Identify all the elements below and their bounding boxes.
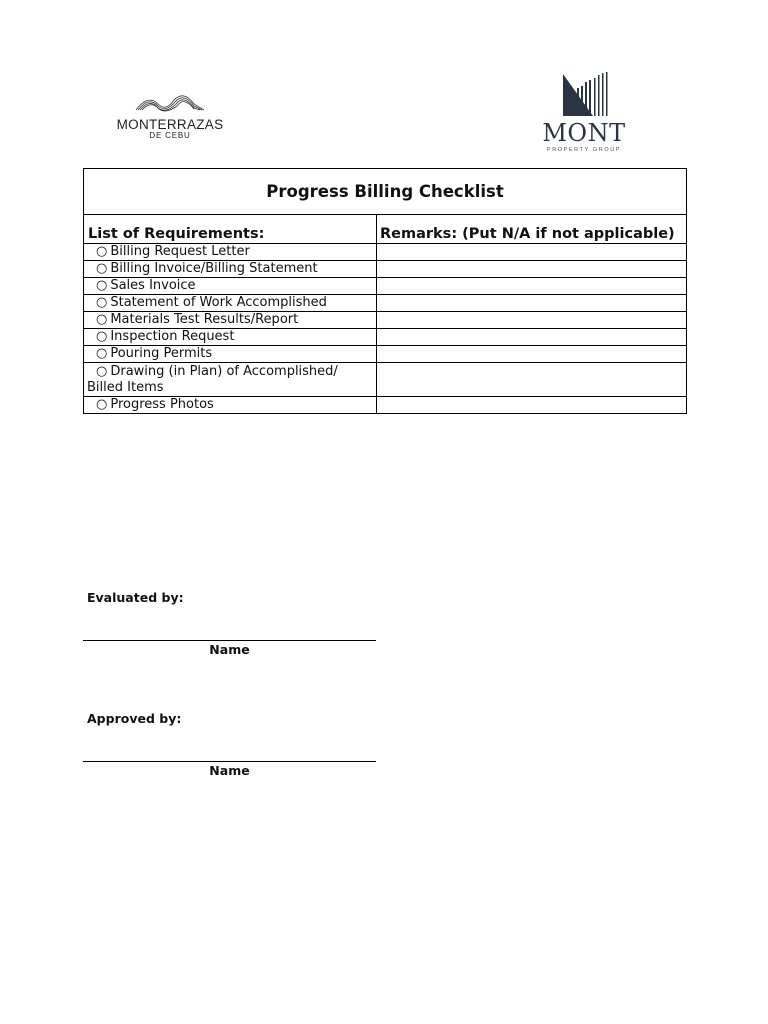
requirement-item: [84, 295, 377, 312]
monterrazas-logo: [100, 90, 240, 142]
requirement-label: Billing Request Letter: [110, 244, 250, 259]
radio-circle-icon[interactable]: ○: [96, 329, 108, 344]
table-row: [84, 329, 687, 346]
remark-cell[interactable]: [377, 278, 687, 295]
requirement-label: Statement of Work Accomplished: [110, 295, 327, 310]
requirements-header: List of Requirements:: [84, 215, 377, 244]
mont-subtitle: PROPERTY GROUP: [546, 147, 622, 153]
approved-by-label: Approved by:: [87, 711, 182, 726]
radio-circle-icon[interactable]: ○: [96, 295, 108, 310]
billing-checklist-table: [83, 168, 687, 414]
radio-circle-icon[interactable]: ○: [96, 244, 108, 259]
requirement-label: Materials Test Results/Report: [110, 312, 299, 327]
requirement-label: Pouring Permits: [110, 346, 213, 361]
remark-cell[interactable]: [377, 261, 687, 278]
requirement-label: Billing Invoice/Billing Statement: [110, 261, 318, 276]
requirement-item: [84, 261, 377, 278]
wave-mountain-icon: [134, 92, 206, 112]
radio-circle-icon[interactable]: ○: [96, 278, 108, 293]
approved-signature-line[interactable]: [83, 761, 376, 762]
requirement-label: Sales Invoice: [110, 278, 196, 293]
table-row: [84, 278, 687, 295]
requirement-item: [84, 278, 377, 295]
radio-circle-icon[interactable]: ○: [96, 261, 108, 276]
evaluated-signature-line[interactable]: [83, 640, 376, 641]
radio-circle-icon[interactable]: ○: [96, 312, 108, 327]
remark-cell[interactable]: [377, 295, 687, 312]
requirement-item: [84, 397, 377, 414]
table-row: [84, 244, 687, 261]
monterrazas-subtitle: DE CEBU: [149, 131, 191, 140]
requirement-item: [84, 244, 377, 261]
requirement-label: Drawing (in Plan) of Accomplished/: [110, 363, 338, 379]
remark-cell[interactable]: [377, 346, 687, 363]
remark-cell[interactable]: [377, 329, 687, 346]
mont-name: MONT: [542, 119, 626, 147]
table-row: [84, 363, 687, 397]
requirement-label: Inspection Request: [110, 329, 235, 344]
table-row: [84, 261, 687, 278]
mont-logo: [532, 72, 642, 158]
requirement-item: [84, 329, 377, 346]
evaluated-name-label: Name: [209, 642, 250, 657]
evaluated-by-label: Evaluated by:: [87, 590, 184, 605]
radio-circle-icon[interactable]: ○: [96, 397, 108, 412]
remarks-header: Remarks: (Put N/A if not applicable): [377, 215, 687, 244]
requirement-label: Progress Photos: [110, 397, 214, 412]
building-bars-icon: [563, 72, 611, 116]
form-title: Progress Billing Checklist: [84, 169, 687, 215]
requirement-label-continuation: Billed Items: [87, 379, 164, 395]
table-row: [84, 346, 687, 363]
requirement-item: [84, 312, 377, 329]
requirement-item: [84, 363, 377, 397]
table-row: [84, 295, 687, 312]
table-row: [84, 397, 687, 414]
remark-cell[interactable]: [377, 397, 687, 414]
table-row: [84, 312, 687, 329]
remark-cell[interactable]: [377, 363, 687, 397]
monterrazas-name: MONTERRAZAS: [116, 117, 224, 132]
remark-cell[interactable]: [377, 312, 687, 329]
requirement-item: [84, 346, 377, 363]
radio-circle-icon[interactable]: ○: [96, 346, 108, 361]
approved-name-label: Name: [209, 763, 250, 778]
radio-circle-icon[interactable]: ○: [96, 363, 108, 379]
remark-cell[interactable]: [377, 244, 687, 261]
